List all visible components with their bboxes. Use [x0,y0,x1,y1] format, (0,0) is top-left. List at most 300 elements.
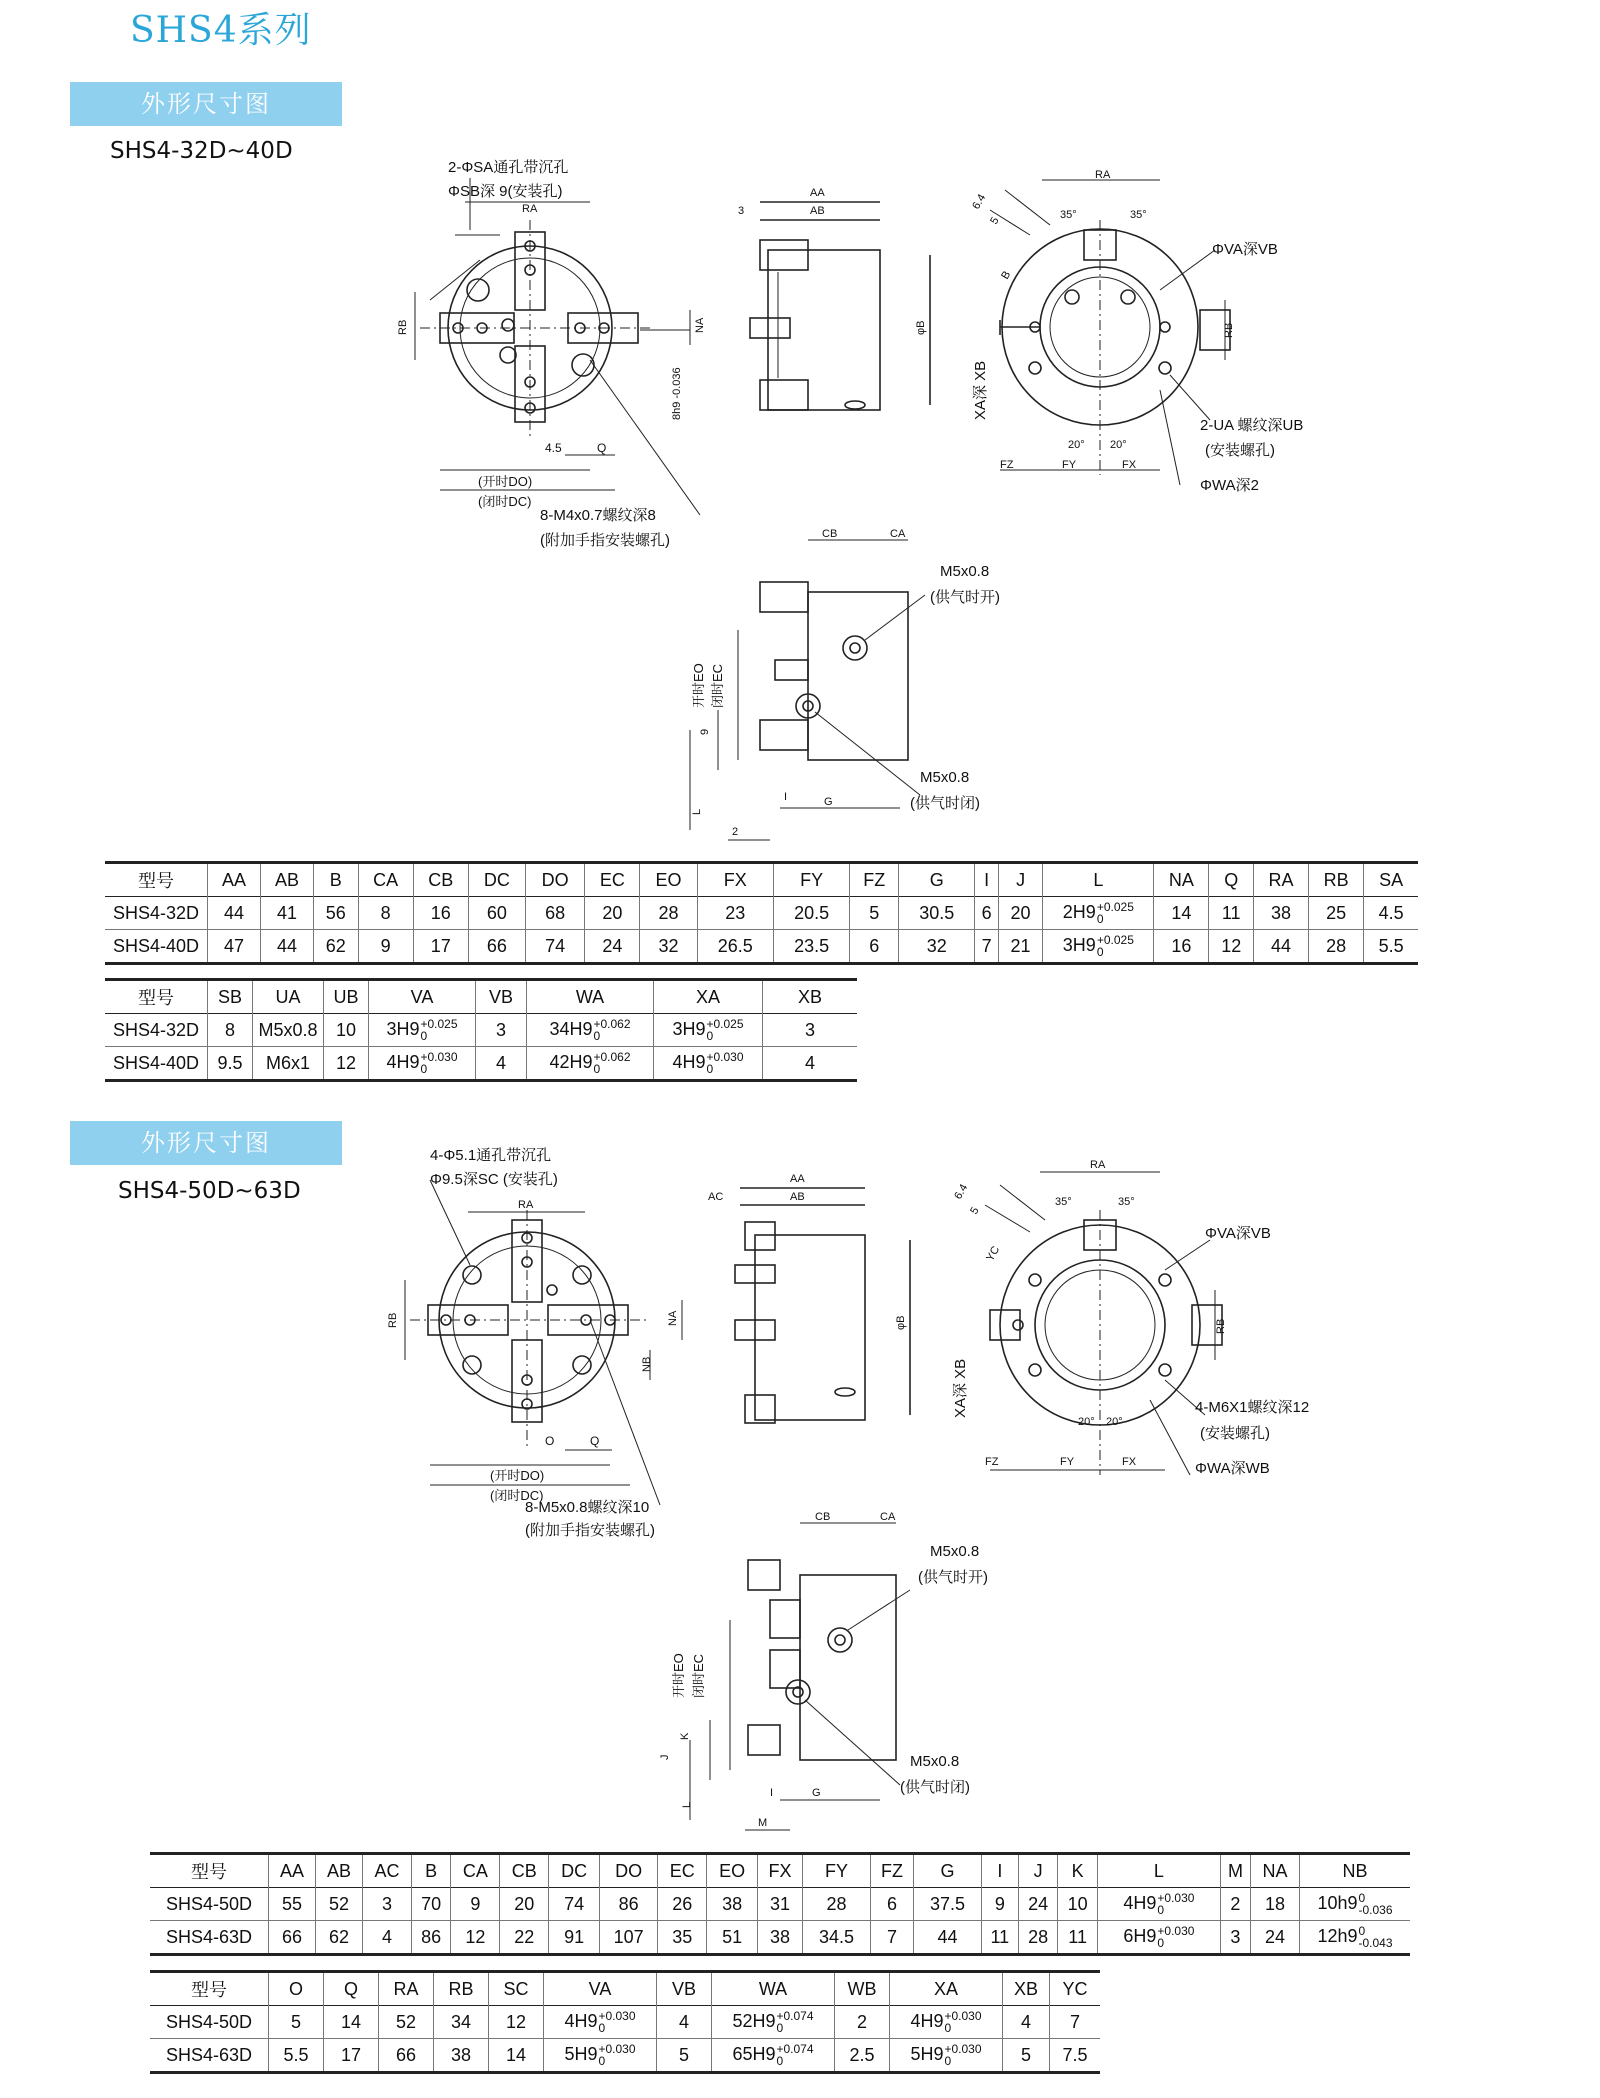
cell: 4.5 [1364,897,1418,930]
lbl-45: 4.5 [545,441,562,455]
cell-model: SHS4-50D [165,2011,253,2032]
cell: 14 [489,2039,544,2073]
cell-tol: 42H9 +0.062 0 [527,1047,654,1081]
lbl-do: (开时DO) [478,474,533,489]
cell: 12 [324,1047,369,1081]
section-header-1: 外形尺寸图 [70,82,342,126]
th: NB [1300,1854,1411,1888]
drawing-set-1 [0,0,1600,860]
lbl2-xa: XA深 XB [952,1358,969,1418]
lbl2-ra: RA [518,1199,534,1211]
table-row [105,1047,857,1081]
lbl2-screw2: (附加手指安装螺孔) [525,1522,655,1539]
th: RB [434,1972,489,2006]
th: DO [525,863,584,897]
th: VB [657,1972,712,2006]
cell: 9 [981,1888,1018,1921]
th: SC [489,1972,544,2006]
cell-model: SHS4-63D [165,1926,253,1947]
cell-tol: 3H9 +0.025 0 [654,1014,763,1047]
th: WB [835,1972,890,2006]
spec-table-1a [105,861,1418,965]
cell: 37.5 [914,1888,982,1921]
cell: 24 [1250,1921,1299,1955]
th: J [998,863,1043,897]
cell: 25 [1309,897,1364,930]
cell: 11 [1209,897,1254,930]
cell: 20.5 [774,897,850,930]
th: Q [324,1972,379,2006]
lbl-q: Q [597,441,607,455]
th: UA [253,980,324,1014]
lbl2-fy: FY [1060,1456,1075,1468]
lbl-eo: 开时EO [691,663,706,708]
lbl2-m6a: 4-M6X1螺纹深12 [1195,1399,1310,1416]
lbl2-i: I [770,1787,774,1799]
th: DO [599,1854,657,1888]
th: FX [697,863,773,897]
cell-tol: 3H9 +0.025 0 [369,1014,476,1047]
lbl-wa: ΦWA深2 [1200,477,1259,494]
cell: 66 [468,930,525,964]
lbl-phib: φB [915,320,927,335]
th: B [314,863,359,897]
lbl2-eo: 开时EO [671,1653,686,1698]
cell-tol: 4H9 +0.030 0 [890,2006,1003,2039]
lbl-m2: M5x0.8 [920,769,970,786]
lbl-hole1: 2-ΦSA通孔带沉孔 [448,159,569,176]
th: XA [654,980,763,1014]
cell: 5.5 [1364,930,1418,964]
lbl-2: 2 [732,826,739,838]
th: Q [1209,863,1254,897]
cell: 41 [261,897,314,930]
cell: 44 [261,930,314,964]
th: FZ [850,863,899,897]
th: CA [451,1854,500,1888]
lbl2-o: O [545,1434,555,1448]
lbl-fz: FZ [1000,459,1014,471]
table-header-row [150,1854,1410,1888]
cell: 6 [975,897,998,930]
cell: 52 [379,2006,434,2039]
th: G [914,1854,982,1888]
table-row [105,930,1418,964]
lbl-ec: 闭时EC [710,663,725,708]
cell: 3 [763,1014,858,1047]
cell: 38 [1254,897,1309,930]
table-row [150,1921,1410,1955]
lbl2-m: M [758,1817,768,1829]
lbl-l: L [691,808,703,815]
cell: 91 [549,1921,600,1955]
lbl2-g: G [812,1787,821,1799]
lbl2-m1b: (供气时开) [918,1569,988,1586]
cell: 47 [208,930,261,964]
lbl-3: 3 [738,205,745,217]
cell: 6 [850,930,899,964]
lbl2-do: (开时DO) [490,1468,545,1483]
cell: 44 [914,1921,982,1955]
cell: 10 [324,1014,369,1047]
cell: 4 [763,1047,858,1081]
lbl-ca: CA [890,528,906,540]
cell: 51 [707,1921,758,1955]
lbl2-ab: AB [790,1191,805,1203]
lbl2-fx: FX [1122,1456,1137,1468]
th: B [411,1854,451,1888]
lbl2-5: 5 [968,1205,982,1217]
cell: 6 [870,1888,913,1921]
cell-tol: 5H9 +0.030 0 [544,2039,657,2073]
series-title: SHS4系列 [130,10,312,51]
cell-tol: 5H9 +0.030 0 [890,2039,1003,2073]
lbl2-m1: M5x0.8 [930,1543,980,1560]
cell-tol: 3H9 +0.025 0 [1043,930,1154,964]
cell: 38 [434,2039,489,2073]
cell: 3 [476,1014,527,1047]
lbl-screw2: (附加手指安装螺孔) [540,532,670,549]
th: CB [413,863,468,897]
lbl2-m2: M5x0.8 [910,1753,960,1770]
cell-tol: 10h9 0 -0.036 [1300,1888,1411,1921]
th: L [1043,863,1154,897]
cell: 5 [1003,2039,1050,2073]
lbl2-20b: 20° [1106,1416,1123,1428]
lbl2-rb: RB [387,1312,399,1328]
lbl-rb-b: RB [1223,322,1235,338]
lbl-hole2: ΦSB深 9(安装孔) [448,183,563,200]
th: YC [1050,1972,1101,2006]
lbl2-rb-b: RB [1215,1318,1227,1334]
lbl-m1b: (供气时开) [930,589,1000,606]
th: AA [208,863,261,897]
th: M [1220,1854,1250,1888]
lbl2-fz: FZ [985,1456,999,1468]
lbl-rb: RB [397,319,409,335]
th: EC [585,863,640,897]
table-row [105,1014,857,1047]
cell: 12 [451,1921,500,1955]
cell: 7 [1050,2006,1101,2039]
lbl-35b: 35° [1130,209,1147,221]
cell: 17 [324,2039,379,2073]
cell: 52 [316,1888,363,1921]
th: CB [500,1854,549,1888]
th: O [269,1972,324,2006]
lbl-64: 6.4 [970,192,989,212]
cell: 26.5 [697,930,773,964]
lbl-aa: AA [810,187,825,199]
table-header-row [105,863,1418,897]
cell-tol: 2H9 +0.025 0 [1043,897,1154,930]
th: EC [658,1854,707,1888]
th: AB [261,863,314,897]
cell: 32 [640,930,697,964]
cell: 38 [757,1921,802,1955]
th: L [1097,1854,1220,1888]
cell: 4 [1003,2006,1050,2039]
cell: 3 [363,1888,412,1921]
cell-model: SHS4-32D [112,1019,200,1040]
cell: 86 [599,1888,657,1921]
th: WA [527,980,654,1014]
lbl-fx: FX [1122,459,1137,471]
th-model: 型号 [138,988,174,1008]
cell: M6x1 [253,1047,324,1081]
th: EO [640,863,697,897]
cell-model: SHS4-32D [112,902,200,923]
cell: 70 [411,1888,451,1921]
cell: 66 [379,2039,434,2073]
th: I [981,1854,1018,1888]
th: FZ [870,1854,913,1888]
lbl2-dc: (闭时DC) [490,1488,544,1503]
th: FY [803,1854,871,1888]
lbl2-l: L [681,1801,693,1808]
cell: 28 [1018,1921,1058,1955]
cell: 24 [585,930,640,964]
spec-table-2b [150,1970,1100,2074]
cell: 7 [975,930,998,964]
cell: 9 [358,930,413,964]
section-header-2: 外形尺寸图 [70,1121,342,1165]
cell: 7 [870,1921,913,1955]
cell: 9 [451,1888,500,1921]
lbl2-phib: φB [895,1315,907,1330]
model-label-2: SHS4-50D~63D [118,1178,301,1204]
th: NA [1154,863,1209,897]
th: WA [712,1972,835,2006]
th: VB [476,980,527,1014]
lbl2-j: J [659,1754,671,1760]
table-row [150,2006,1100,2039]
cell-model: SHS4-50D [165,1893,253,1914]
cell: 4 [476,1047,527,1081]
th-model: 型号 [191,1862,227,1882]
lbl2-64: 6.4 [952,1182,971,1202]
lbl-b: B [999,269,1014,282]
cell: 5.5 [269,2039,324,2073]
lbl2-ca: CA [880,1511,896,1523]
cell: 44 [1254,930,1309,964]
cell: 28 [640,897,697,930]
cell: 18 [1250,1888,1299,1921]
lbl-m2b: (供气时闭) [910,795,980,812]
th: SA [1364,863,1418,897]
lbl2-ac: AC [708,1191,724,1203]
side-view-2 [735,1188,910,1423]
table-row [150,2039,1100,2073]
cell: 14 [324,2006,379,2039]
cell: 10 [1058,1888,1098,1921]
cell: 26 [658,1888,707,1921]
th: AA [269,1854,316,1888]
cell: 30.5 [899,897,975,930]
cell-tol: 4H9 +0.030 0 [544,2006,657,2039]
cell: 38 [707,1888,758,1921]
cell: 62 [314,930,359,964]
lbl-ra: RA [522,203,538,215]
cell: 7.5 [1050,2039,1101,2073]
lbl-g: G [824,796,833,808]
th: AC [363,1854,412,1888]
lbl-35a: 35° [1060,209,1077,221]
lbl-ua1: 2-UA 螺纹深UB [1200,417,1304,434]
cell-tol: 12h9 0 -0.043 [1300,1921,1411,1955]
lbl-na: NA [694,317,706,333]
lbl2-35a: 35° [1055,1196,1072,1208]
cell: 23.5 [774,930,850,964]
cell-tol: 4H9 +0.030 0 [1097,1888,1220,1921]
th: VA [369,980,476,1014]
lbl2-cb: CB [815,1511,831,1523]
cell: 31 [757,1888,802,1921]
lbl-va: ΦVA深VB [1212,241,1278,258]
cell: 23 [697,897,773,930]
cell: 32 [899,930,975,964]
cell: 17 [413,930,468,964]
cell: 66 [269,1921,316,1955]
cell: 35 [658,1921,707,1955]
cell-tol: 65H9 +0.074 0 [712,2039,835,2073]
lbl2-hole1: 4-Φ5.1通孔带沉孔 [430,1147,552,1164]
th: DC [549,1854,600,1888]
lbl2-ec: 闭时EC [691,1653,706,1698]
cell: 55 [269,1888,316,1921]
cell: 16 [413,897,468,930]
cell: 11 [1058,1921,1098,1955]
cell: 5 [850,897,899,930]
th-model: 型号 [138,871,174,891]
lbl2-wa: ΦWA深WB [1195,1460,1270,1477]
cell: 24 [1018,1888,1058,1921]
front-view-1 [690,540,925,840]
th: FY [774,863,850,897]
cell: 21 [998,930,1043,964]
cell: 60 [468,897,525,930]
table-row [105,897,1418,930]
lbl2-20a: 20° [1078,1416,1095,1428]
top-view-2 [405,1180,682,1505]
th: K [1058,1854,1098,1888]
cell: 68 [525,897,584,930]
lbl-screw1: 8-M4x0.7螺纹深8 [540,507,656,524]
cell-tol: 4H9 +0.030 0 [654,1047,763,1081]
lbl-20b: 20° [1110,439,1127,451]
spec-table-2a [150,1852,1410,1956]
cell: 14 [1154,897,1209,930]
lbl-ua2: (安装螺孔) [1205,442,1275,459]
model-label-1: SHS4-32D~40D [110,138,293,164]
cell: 8 [358,897,413,930]
cell-tol: 52H9 +0.074 0 [712,2006,835,2039]
cell-model: SHS4-40D [112,1052,200,1073]
th: XB [763,980,858,1014]
th: XB [1003,1972,1050,2006]
lbl2-35b: 35° [1118,1196,1135,1208]
lbl2-m6b: (安装螺孔) [1200,1425,1270,1442]
lbl2-va: ΦVA深VB [1205,1225,1271,1242]
cell: M5x0.8 [253,1014,324,1047]
th: CA [358,863,413,897]
cell: 44 [208,897,261,930]
cell: 9.5 [208,1047,253,1081]
cell: 74 [525,930,584,964]
cell: 12 [1209,930,1254,964]
th: J [1018,1854,1058,1888]
lbl-fy: FY [1062,459,1077,471]
lbl2-ra-b: RA [1090,1159,1106,1171]
cell: 2 [835,2006,890,2039]
table-header-row [105,980,857,1014]
th: VA [544,1972,657,2006]
lbl2-k: K [679,1732,691,1740]
cell: 20 [585,897,640,930]
lbl-m1: M5x0.8 [940,563,990,580]
cell: 56 [314,897,359,930]
cell: 28 [803,1888,871,1921]
cell-tol: 6H9 +0.030 0 [1097,1921,1220,1955]
table-header-row [150,1972,1100,2006]
cell: 22 [500,1921,549,1955]
cell: 4 [363,1921,412,1955]
lbl-ab: AB [810,205,825,217]
lbl-5: 5 [988,215,1002,227]
cell: 74 [549,1888,600,1921]
cell-model: SHS4-40D [112,935,200,956]
cell: 34 [434,2006,489,2039]
th: RB [1309,863,1364,897]
lbl2-nb: NB [641,1356,653,1372]
cell: 34.5 [803,1921,871,1955]
lbl2-yc: YC [984,1244,1003,1264]
lbl-ra-b: RA [1095,169,1111,181]
lbl2-na: NA [667,1310,679,1326]
lbl-20a: 20° [1068,439,1085,451]
lbl2-hole2: Φ9.5深SC (安装孔) [430,1171,558,1188]
th: DC [468,863,525,897]
lbl-dc: (闭时DC) [478,494,532,509]
th: G [899,863,975,897]
lbl-i: I [784,791,788,803]
th: RA [1254,863,1309,897]
cell: 8 [208,1014,253,1047]
th: EO [707,1854,758,1888]
side-view-1 [750,202,930,410]
lbl-cb: CB [822,528,838,540]
lbl2-m2b: (供气时闭) [900,1779,970,1796]
bottom-view-2 [985,1172,1222,1475]
th: FX [757,1854,802,1888]
th: SB [208,980,253,1014]
th: RA [379,1972,434,2006]
top-view-1 [415,178,700,515]
cell: 20 [998,897,1043,930]
cell: 5 [657,2039,712,2073]
th: I [975,863,998,897]
cell-tol: 4H9 +0.030 0 [369,1047,476,1081]
cell-tol: 34H9 +0.062 0 [527,1014,654,1047]
th: NA [1250,1854,1299,1888]
cell: 5 [269,2006,324,2039]
cell: 20 [500,1888,549,1921]
cell: 12 [489,2006,544,2039]
lbl-8h9: 8h9 -0.036 [671,367,683,420]
table-row [150,1888,1410,1921]
lbl2-screw1: 8-M5x0.8螺纹深10 [525,1499,650,1516]
cell: 62 [316,1921,363,1955]
